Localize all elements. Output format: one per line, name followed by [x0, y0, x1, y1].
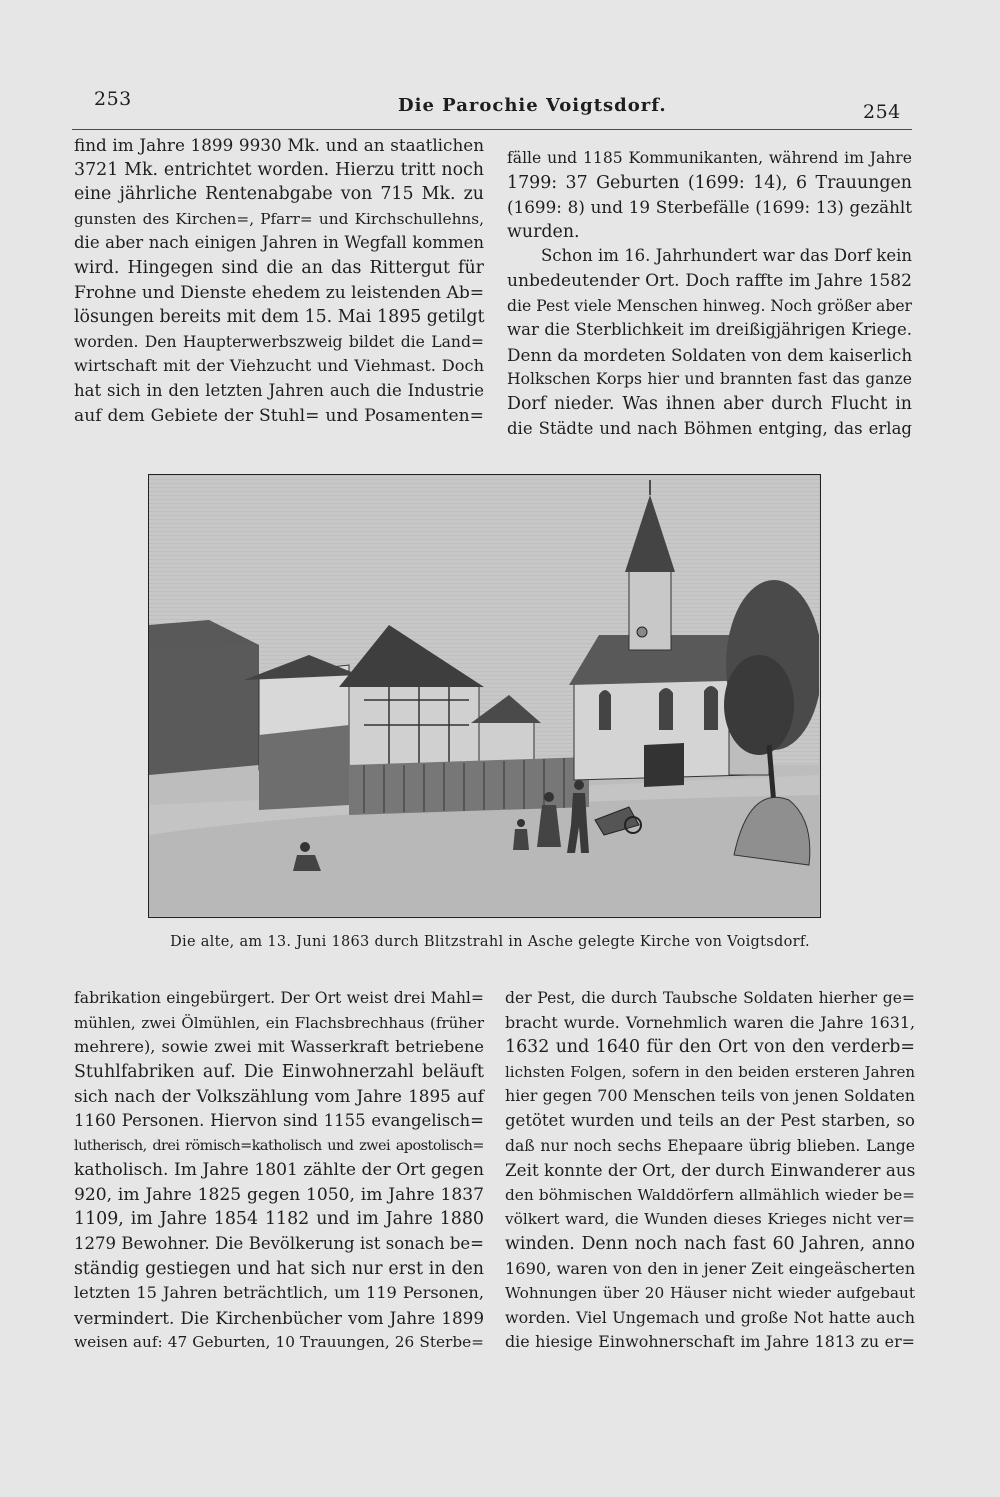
bottom-right-column [505, 986, 915, 1355]
running-title: Die Parochie Voigtsdorf. [398, 95, 667, 116]
bottom-left-column [74, 986, 484, 1355]
text-line: winden. Denn noch nach fast 60 Jahren, anno [505, 1233, 915, 1254]
text-line: die Pest viele Menschen hinweg. Noch größer aber [507, 296, 912, 315]
text-line: die aber nach einigen Jahren in Wegfall kommen [74, 233, 484, 253]
text-line: wirtschaft mit der Viehzucht und Viehmast. Doch [74, 356, 484, 376]
text-line: lichsten Folgen, sofern in den beiden ersteren Jahren [505, 1062, 915, 1081]
text-line: 1160 Personen. Hiervon sind 1155 evangelisch= [74, 1110, 484, 1130]
text-line: völkert ward, die Wunden dieses Krieges nicht ver= [505, 1210, 915, 1229]
top-right-column [507, 146, 912, 441]
text-line: Holkschen Korps hier und brannten fast das ganze [507, 370, 912, 389]
text-line: worden. Viel Ungemach und große Not hatte auch [505, 1307, 915, 1327]
text-line: 1109, im Jahre 1854 1182 und im Jahre 1880 [74, 1209, 484, 1230]
text-line: 1632 und 1640 für den Ort von den verderb= [505, 1037, 915, 1058]
text-line: eine jährliche Rentenabgabe von 715 Mk. zu [74, 184, 484, 205]
text-line: ständig gestiegen und hat sich nur erst in den [74, 1258, 484, 1279]
text-line: fabrikation eingebürgert. Der Ort weist drei Mahl= [74, 989, 484, 1007]
figure-caption: Die alte, am 13. Juni 1863 durch Blitzstrahl in Asche gelegte Kirche von Voigtsdorf. [170, 934, 810, 950]
church-engraving [148, 474, 821, 918]
text-line: find im Jahre 1899 9930 Mk. und an staatlichen [74, 135, 484, 155]
right-page-number: 254 [863, 101, 901, 123]
text-line: hier gegen 700 Menschen teils von jenen Soldaten [505, 1086, 915, 1106]
top-left-column [74, 133, 484, 428]
text-line: worden. Den Haupterwerbszweig bildet die Land= [74, 332, 484, 351]
left-page-number: 253 [94, 88, 132, 110]
text-line: Schon im 16. Jahrhundert war das Dorf kein [541, 246, 912, 266]
text-line: weisen auf: 47 Geburten, 10 Trauungen, 26 Sterbe= [74, 1333, 484, 1352]
text-line: 1799: 37 Geburten (1699: 14), 6 Trauungen [507, 172, 912, 193]
text-line: Wohnungen über 20 Häuser nicht wieder aufgebaut [505, 1284, 915, 1303]
text-line: war die Sterblichkeit im dreißigjährigen Kriege. [507, 320, 912, 340]
text-line: Zeit konnte der Ort, der durch Einwanderer aus [505, 1160, 916, 1181]
text-line: fälle und 1185 Kommunikanten, während im Jahre [507, 149, 912, 167]
text-line: lösungen bereits mit dem 15. Mai 1895 getilgt [74, 307, 485, 328]
text-line: lutherisch, drei römisch=katholisch und zwei apostolisch= [74, 1137, 484, 1154]
text-line: bracht wurde. Vornehmlich waren die Jahre 1631, [505, 1012, 915, 1032]
text-line: den böhmischen Walddörfern allmählich wieder be= [505, 1185, 915, 1204]
wooden-gate [259, 725, 349, 810]
text-line: daß nur noch sechs Ehepaare übrig blieben. Lange [505, 1136, 915, 1155]
text-line: 920, im Jahre 1825 gegen 1050, im Jahre 1837 [74, 1184, 484, 1205]
text-line: der Pest, die durch Taubsche Soldaten hierher ge= [505, 989, 915, 1007]
text-line: hat sich in den letzten Jahren auch die Industrie [74, 380, 484, 400]
text-line: 1279 Bewohner. Die Bevölkerung ist sonach be= [74, 1233, 484, 1253]
text-line: unbedeutender Ort. Doch raffte im Jahre 1582 [507, 270, 912, 291]
text-line: Stuhlfabriken auf. Die Einwohnerzahl beläuft [74, 1061, 484, 1082]
text-line: Dorf nieder. Was ihnen aber durch Flucht in [507, 393, 912, 414]
text-line: letzten 15 Jahren beträchtlich, um 119 Personen, [74, 1283, 484, 1303]
text-line: die hiesige Einwohnerschaft im Jahre 1813 zu er= [505, 1332, 915, 1352]
text-line: auf dem Gebiete der Stuhl= und Posamenten= [74, 405, 484, 426]
text-line: gunsten des Kirchen=, Pfarr= und Kirchschullehns, [74, 209, 484, 228]
text-line: Denn da mordeten Soldaten von dem kaiserlich [507, 344, 913, 365]
engraving-illustration [149, 475, 819, 916]
text-line: wird. Hingegen sind die an das Rittergut für [74, 257, 484, 278]
text-line: 3721 Mk. entrichtet worden. Hierzu tritt noch [74, 159, 484, 180]
text-line: sich nach der Volkszählung vom Jahre 1895 auf [74, 1086, 484, 1107]
text-line: katholisch. Im Jahre 1801 zählte der Ort gegen [74, 1160, 484, 1181]
text-line: (1699: 8) und 19 Sterbefälle (1699: 13) gezählt [507, 197, 912, 218]
text-line: mehrere), sowie zwei mit Wasserkraft betriebene [74, 1037, 484, 1057]
text-line: mühlen, zwei Ölmühlen, ein Flachsbrechhaus (früher [74, 1013, 484, 1032]
text-line: getötet wurden und teils an der Pest starben, so [505, 1110, 915, 1130]
text-line: Frohne und Dienste ehedem zu leistenden Ab= [74, 282, 485, 303]
text-line: wurden. [507, 221, 580, 242]
text-line: vermindert. Die Kirchenbücher vom Jahre 1899 [74, 1307, 484, 1328]
text-line: 1690, waren von den in jener Zeit eingeäscherten [505, 1258, 916, 1278]
text-line: die Städte und nach Böhmen entging, das erlag [507, 418, 912, 438]
header-rule [72, 129, 912, 130]
